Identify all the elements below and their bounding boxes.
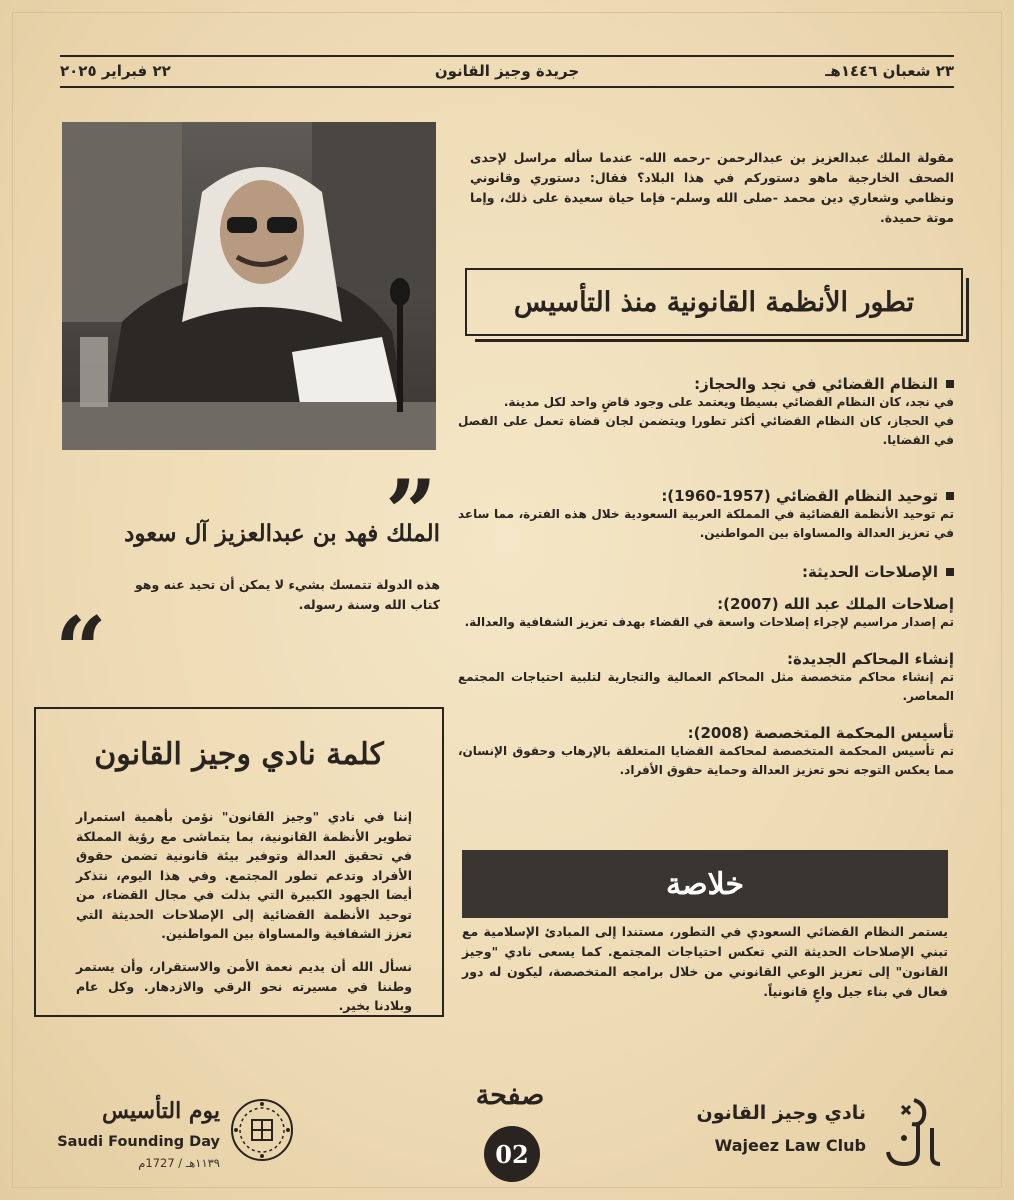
summary-banner [462,850,948,918]
section-najd-hijaz [458,375,954,450]
founding-day-en: Saudi Founding Day [57,1134,220,1150]
header-bottom-rule [60,86,954,88]
header-top-rule [60,55,954,57]
section-title: تطور الأنظمة القانونية منذ التأسيس [513,286,915,318]
summary-text: يستمر النظام القضائي السعودي في التطور، مستندا إلى المبادئ الإسلامية مع تبني الإصلاحات الحديثة التي تعكس احتياجات المجتمع. كما يسعى نادي "وجيز القانون" إلى تعزيز الوعي القانوني من خلال برامجه المتخصصة، ليكون له دور فعال في بناء جيل واعٍ قانونياً. [462,924,948,999]
bullet-heading [458,563,954,581]
page-number: 02 [484,1126,540,1182]
summary-title: خلاصة [665,866,744,902]
specialized-court-title: تأسيس المحكمة المتخصصة (2008): [687,724,954,742]
king-fahd-name: الملك فهد بن عبدالعزيز آل سعود [124,520,440,547]
square-bullet-icon [946,568,954,576]
section-unification [458,487,954,543]
square-bullet-icon [946,380,954,388]
new-courts-text: تم إنشاء محاكم متخصصة مثل المحاكم العمالية والتجارية لتلبية احتياجات المجتمع المعاصر. [458,670,954,703]
square-bullet-icon [946,492,954,500]
club-name-ar: نادي وجيز القانون [696,1102,866,1124]
club-branding [644,1090,974,1170]
club-word-paragraph-2: نسأل الله أن يديم نعمة الأمن والاستقرار، وأن يستمر وطننا في مسيرته نحو الرقي والازدهار. وكل عام وبلادنا بخير. [76,959,412,1013]
founding-dates: ١١٣٩هـ / 1727م [138,1156,220,1170]
club-word-title: كلمة نادي وجيز القانون [94,737,384,772]
section-reforms [458,563,954,780]
king-fahd-quote: هذه الدولة تتمسك بشيء لا يمكن أن تحيد عنه وهو كتاب الله وسنة رسوله. [134,577,440,612]
specialized-court-text: تم تأسيس المحكمة المتخصصة لمحاكمة القضايا المتعلقة بالإرهاب وحقوق الإنسان، مما يعكس التوجه نحو تعزيز العدالة وحماية حقوق الأفراد. [458,744,954,777]
hijri-date: ٢٣ شعبان ١٤٤٦هـ [825,62,954,80]
section-title-box [465,268,963,336]
club-word-box [34,707,444,1017]
wajeez-logo-icon [874,1094,954,1170]
hijaz-text: في الحجاز، كان النظام القضائي أكثر تطورا ويتضمن لجان قضاة تعمل على الفصل في القضايا. [458,414,954,447]
gregorian-date: ٢٢ فبراير ٢٠٢٥ [60,62,171,80]
club-word-paragraph-1: إننا في نادي "وجيز القانون" نؤمن بأهمية استمرار تطوير الأنظمة القانونية، بما يتماشى مع رؤية المملكة في تحقيق العدالة وتوفير بيئة قانونية تضمن حقوق الأفراد وتدعم تطور المجتمع. وفي هذا اليوم، نتذكر أيضا الجهود الكبيرة التي بذلت في مجال القضاء، من توحيد الأنظمة القضائية إلى الإصلاحات الحديثة التي تعزز الشفافية والمساواة بين المواطنين. [76,809,412,941]
new-courts-title: إنشاء المحاكم الجديدة: [787,650,954,668]
founding-day-ar: يوم التأسيس [101,1098,220,1124]
founding-day-branding [44,1098,224,1178]
bullet-heading [458,375,954,393]
reforms-title: الإصلاحات الحديثة: [801,563,938,581]
quote-open-icon: ” [385,460,437,566]
founding-day-emblem-icon [230,1098,294,1162]
king-fahd-photo [62,122,436,450]
bullet-heading [458,487,954,505]
intro-quote: مقولة الملك عبدالعزيز بن عبدالرحمن -رحمه الله- عندما سأله مراسل لإحدى الصحف الخارجية ماهو دستوركم في هذا البلاد؟ فقال: دستوري وقانوني ونظامي وشعاري دين محمد -صلى الله وسلم- فإما حياة سعيدة على ذلك، وإما موتة حميدة. [470,150,954,225]
club-name-en: Wajeez Law Club [714,1136,866,1155]
newspaper-name: جريدة وجيز القانون [434,62,580,80]
king-abdullah-title: إصلاحات الملك عبد الله (2007): [717,595,954,613]
unification-text: تم توحيد الأنظمة القضائية في المملكة العربية السعودية خلال هذه الفترة، مما ساعد في تعزيز العدالة والمساواة بين المواطنين. [458,507,954,540]
king-abdullah-text: تم إصدار مراسيم لإجراء إصلاحات واسعة في القضاء بهدف تعزيز الشفافية والعدالة. [464,615,954,629]
najd-text: في نجد، كان النظام القضائي بسيطا ويعتمد على وجود قاضٍ واحد لكل مدينة. [503,395,954,409]
najd-hijaz-title: النظام القضائي في نجد والحجاز: [694,375,938,393]
unification-title: توحيد النظام القضائي (1957-1960): [661,487,938,505]
header-bar [60,62,954,84]
page-label: صفحة [475,1080,545,1111]
quote-close-icon: “ [55,597,107,703]
